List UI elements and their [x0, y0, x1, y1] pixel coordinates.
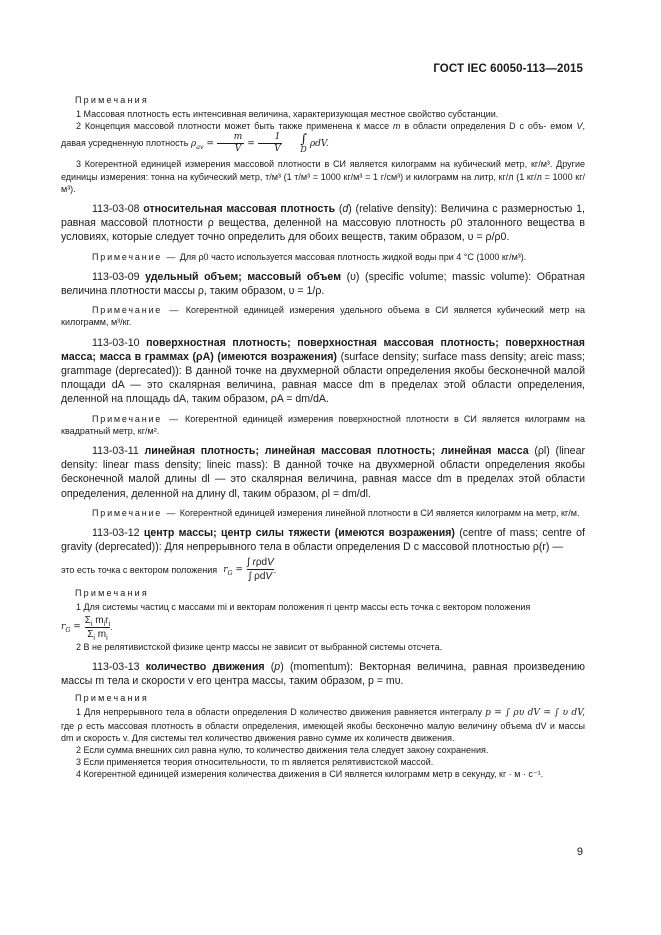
note-113-03-10: Примечание — Когерентной единицей измерения поверхностной плотности в СИ является килограмм на квадратный метр, кг/м². [61, 413, 585, 436]
note-13-2: 2 Если сумма внешних сил равна нулю, то количество движения тела следует закону сохранения. [76, 744, 489, 755]
note-113-03-09: Примечание — Когерентной единицей измерения удельного объема в СИ является кубический метр на килограмм, м³/кг. [61, 305, 585, 328]
note-113-03-11: Примечание — Когерентной единицей измерения линейной плотности в СИ является килограмм на метр, кг/м. [92, 507, 580, 518]
note-1: 1 Массовая плотность есть интенсивная величина, характеризующая местное свойство субстанции. [76, 109, 499, 119]
note-3: 3 Когерентной единицей измерения массовой плотности в СИ является килограмм на кубический метр, кг/м³. Другие единицы измерения: тонна на кубический метр, т/м³ (1 т/м³ = 1000 кг/м³ = 1 г/см³) и килограмм на литр, кг/л (1 кг/л = 1000 кг/м³). [61, 159, 585, 194]
note-13-3: 3 Если применяется теория относительности, то m является релятивистской массой. [76, 757, 434, 768]
formula-avg-density: $\rho_{av}$ = $\frac{m}{V}$ = $\frac{1}{V}$ ∫ D ρdV. [190, 132, 329, 155]
page-number: 9 [576, 846, 583, 858]
notes-heading-3: Примечания [75, 693, 149, 704]
note-13-4: 4 Когерентной единицей измерения количества движения в СИ является килограмм метр в секунду, кг · м · с⁻¹. [76, 769, 544, 780]
term-113-03-13: 113-03-13 количество движения (p) (momentum): Векторная величина, равная произведению массы m тела и скорости v его центра массы, таким образом, p = mυ. [61, 660, 585, 688]
term-113-03-12: 113-03-12 центр массы; центр силы тяжести (имеются возражения) (centre of mass; centre of gravity (deprecated)): Для непрерывного тела в области определения D с массовой плотностью ρ(r) — [61, 527, 585, 554]
formula-rg-sum: $r_G$ = $\Sigma_i$ $m_ir_i$ $\Sigma_i$ $m_i$ . [61, 614, 113, 642]
page-content [61, 94, 585, 781]
formula-centre-of-mass: это есть точка с вектором положения $r_G$ = ∫ rρdV ∫ ρdV . [61, 557, 277, 583]
note-12-1: 1 Для системы частиц с массами mi и векторам положения ri центр массы есть точка с вектором положения [76, 602, 531, 613]
term-113-03-10: 113-03-10 поверхностная плотность; поверхностная массовая плотность; поверхностная масса; масса в граммах (ρA) (имеются возражения) (surface density; surface mass density; areic mass; grammage (deprecated)): В данной точке на двухмерной области определения якобы бесконечной малой площади dA — это скалярная величина, равная массе dm в пределах этой области определения, деленной на площадь dA, таким образом, ρA = dm/dA. [61, 336, 586, 406]
note-13-1: 1 Для непрерывного тела в области определения D количество движения равняется интегралу p = ∫ ρυ dV = ∫ υ dV, где ρ есть массовая плотность в области определения, имеющей якобы бесконечно малую величину объема dV и массы dm и скорость v. Для системы тел количество движения равно сумме их количеств движения. [61, 707, 585, 743]
note-113-03-08: Примечание — Для ρ0 часто используется массовая плотность жидкой воды при 4 °C (1000 кг/м³). [92, 251, 527, 262]
notes-heading: Примечания [75, 95, 149, 105]
note-2-cont: емом V, давая усредненную плотность $\rho_{av}$ = $\frac{m}{V}$ = $\frac{1}{V}$ ∫ D ρdV. [61, 121, 585, 155]
note-12-2: 2 В не релятивистской физике центр массы не зависит от выбранной системы отсчета. [76, 641, 443, 652]
term-113-03-11: 113-03-11 линейная плотность; линейная массовая плотность; линейная масса (ρl) (linear density: linear mass density; lineic mass): В данной точке на двухмерной области определения якобы бесконечной малой длины dl — это скалярная величина, равная массе dm в пределах этой области определения, деленной на длину dl, таким образом, ρl = dm/dl. [61, 445, 585, 500]
note-2: 2 Концепция массовой плотности может быть также применена к массе m в области определения D с объ- емом V, давая усредненную плотность $\rho_{av}$ = $\frac{m}{V}$ = $\frac{1}{V}$ ∫ D ρdV. [61, 121, 585, 155]
term-113-03-09: 113-03-09 удельный объем; массовый объем (υ) (specific volume; massic volume): Обратная величина плотности массы ρ, таким образом, υ = 1/ρ. [61, 270, 585, 298]
notes-heading-2: Примечания [75, 588, 149, 599]
term-113-03-08: 113-03-08 относительная массовая плотность (d) (relative density): Величина с размерностью 1, равная массовой плотности ρ вещества, деленной на массовую плотность ρ0 эталонного вещества в условиях, которые следует точно определить для обоих веществ, таким образом, υ = ρ/ρ0. [61, 203, 585, 244]
page-header-standard: ГОСТ IEC 60050-113—2015 [433, 63, 583, 75]
